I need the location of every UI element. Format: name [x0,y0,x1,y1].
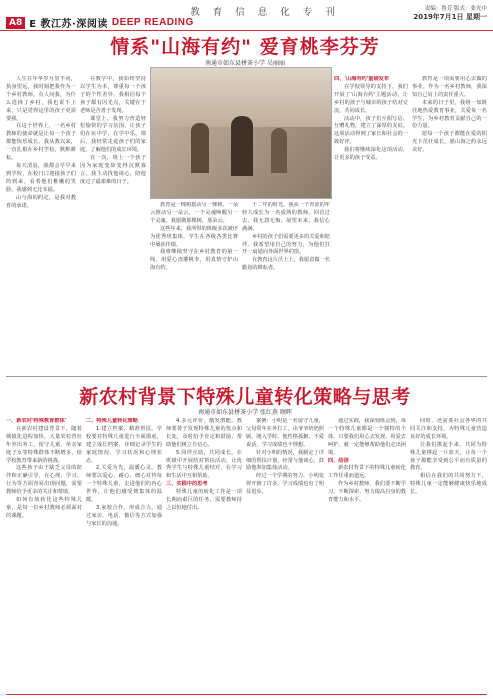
page-meta [413,5,487,21]
section-subhead: 二、特殊儿童转化策略 [86,418,138,424]
article-one-column-1 [6,76,76,372]
article-divider [6,376,487,377]
paragraph: 案例：小明是一名留守儿童，父母常年在外打工，由爷爷奶奶照顾。刚入学时，他性格孤僻，不爱说话，学习成绩也不理想。 [246,418,324,448]
paragraph: 山与海的约定，是我对教育的承诺。 [6,194,76,209]
paragraph: 在教学中，我始终坚持以学生为本，尊重每一个孩子的个性差异。我相信每个孩子都有闪光点，关键在于老师是否善于发现。 [80,76,146,114]
article-two-column-5 [328,418,406,692]
article-one-photo [150,67,332,199]
paragraph: 相信在我们的共同努力下，特殊儿童一定能够健康快乐地成长。 [410,473,487,496]
paragraph: 愿每一个孩子都能在爱的阳光下茁壮成长，愿山海之约永远美好。 [412,131,487,154]
paragraph: 这些年来，我所带的班级多次被评为优秀班集体，学生在各级各类比赛中屡获佳绩。 [150,225,238,248]
paragraph: 乡村的孩子们需要更多的关爱和陪伴。我希望用自己的努力，为他们打开一扇通向外面世界的窗。 [242,233,330,256]
paragraph: 特殊儿童的转化工作是一项长期而艰巨的任务，需要教师持之以恒地付出。 [166,489,242,511]
article-two-byline: 南通市如东县栟茶小学 张红燕 顾晖 [198,409,292,416]
publication-title: 教 育 信 息 化 专 刊 [190,7,340,18]
issue-date: 2019年7月1日 星期一 [413,13,487,21]
paragraph: 十二年的时光，我从一个青涩的年轻人成长为一名成熟的教师。回首过去，我无怨无悔；展望未来，我信心满满。 [242,202,330,232]
paragraph: 在学校领导的支持下，我们开展了'山海有约'主题活动，让乡村的孩子与城市的孩子结对交流，共同成长。 [334,83,408,114]
paragraph: 让我们携起手来，共同为特殊儿童撑起一片蓝天，让每一个孩子都能享受到公平而有质量的教育。 [410,441,487,472]
paragraph: 作为乡村教师，我们要不断学习、不断探索，努力提高自身的教育能力和水平。 [328,481,406,504]
footer-rule [6,694,487,695]
paragraph: 在新农村建设背景下，随着城镇化进程加快，大量农村青壮年外出务工，留守儿童、单亲家庭子女等特殊群体不断增多，给学校教育带来新的挑战。 [6,425,82,464]
article-one-column-6 [412,76,487,372]
paragraph: 1.建立档案，精准帮扶。学校要对特殊儿童进行全面摸底，建立成长档案，详细记录学生的家庭情况、学习状况和心理状态。 [86,425,162,464]
section-subhead: 四、结语 [328,457,349,464]
paragraph: 教育是一棵树摇动另一棵树，一朵云推动另一朵云，一个灵魂唤醒另一个灵魂。我愿做那棵树，那朵云。 [150,202,238,224]
paragraph: 4.多元评价，激发潜能。教师要善于发现特殊儿童的优点和长处，及时给予肯定和鼓励，帮助他们树立自信心。 [166,418,242,448]
page-number-badge: A8 [6,17,25,29]
article-two-column-6 [410,418,487,692]
paragraph: 针对小明的情况，我制定了详细的帮扶计划，经常与他谈心，鼓励他参加集体活动。 [246,449,324,472]
article-two-column-2 [86,418,162,692]
article-one-byline: 南通市如东县栟茶小学 吴丽丽 [205,60,285,67]
paragraph: 同时，还需要社会各界的共同关注和支持，为特殊儿童营造良好的成长环境。 [410,418,487,440]
article-one-column-4 [242,202,330,372]
article-one-column-5 [334,76,408,372]
article-two-column-3 [166,418,242,692]
paragraph: 2.关爱为先，温暖心灵。教师要以爱心、耐心、细心对待每一个特殊儿童，走进他们的内心世界，让他们感受到集体的温暖。 [86,465,162,504]
article-two-column-1 [6,418,82,692]
paragraph: 有一次，班上一个孩子因为家庭变故变得沉默寡言，我主动找他谈心，陪他度过了最艰难的日子。 [80,155,146,185]
paragraph: 我们将继续深化这项活动，让更多的孩子受益。 [334,147,408,162]
paragraph: 我将继续坚守在乡村教育的第一线，用爱心浇灌桃李，用真情守护山海有约。 [150,249,238,272]
paragraph: 新农村背景下的特殊儿童转化工作任重而道远。 [328,465,406,480]
paragraph: 未来的日子里，我将一如既往地热爱教育事业，关爱每一名学生，为乡村教育贡献自己的一份力量。 [412,99,487,130]
paragraph: 通过实践，我深刻体会到，每一个特殊儿童都是一个独特的个体，只要我们用心去发现、用爱去呵护，就一定能够帮助他们走出困境。 [328,418,406,456]
editor-line: 责编：鲁芳 版式：张光中 [424,6,487,12]
article-one-title: 情系"山海有约" 爱育桃李芬芳 [110,36,380,58]
paragraph: 3.家校合作，形成合力。通过家访、电话、微信等方式加强与家长的沟通。 [86,504,162,527]
section-subhead: 四、'山海有约'重磅发布 [334,76,390,82]
paragraph: 在教育这片沃土上，我愿意做一名勤恳的耕耘者。 [242,257,330,272]
paragraph: 课堂上，我努力营造轻松愉快的学习氛围，让孩子们在玩中学、在学中乐。课后，我经常走进孩子们的家庭，了解他们的成长环境。 [80,115,146,154]
article-two-column-4 [246,418,324,692]
section-subhead: 三、实践中的思考 [166,481,208,488]
article-one-column-3 [150,202,238,372]
paragraph: 5.同伴互助，共同成长。在班级中开展结对帮扶活动，让优秀学生与特殊儿童结对，在学习和生活中互相帮助。 [166,449,242,480]
paragraph: 教育是一项需要用心去做的事业。作为一名乡村教师，我深知自己肩上的责任重大。 [412,76,487,98]
paragraph: 人生在年华岁月里不同，执身望远，我时刻把我作为一个乡村教师。有人问我，为什么选择了乡村，我也说不上来，只是觉得这里的孩子更需要我。 [6,76,76,122]
paragraph: 活动中，孩子们互相写信、互赠礼物，建立了深厚的友谊。这项活动得到了家长和社会的一致好评。 [334,115,408,146]
paragraph: 如何有效转化这些特殊儿童，是每一位乡村教师必须面对的课题。 [6,497,82,519]
section-subhead: 一、新农村'特殊教育群体' [6,418,67,424]
section-name: E 教江苏·深阅读 [29,19,108,30]
paragraph: 每天清晨，我都会早早来到学校，在校门口迎接孩子们的到来。看着他们稚嫩的笑脸，我感到无比幸福。 [6,162,76,193]
masthead [0,0,493,31]
paragraph: 这些孩子由于缺乏父母的陪伴和正确引导，在心理、学习、行为等方面容易出现问题，需要教师给予更多的关注和帮助。 [6,465,82,496]
article-one-column-2 [80,76,146,372]
article-two-title: 新农村背景下特殊儿童转化策略与思考 [79,386,411,408]
paragraph: 在这个世界上，一名乡村教师的使命就是让每一个孩子都能快乐成长。我从教以来，一直扎根在乡村学校，默默耕耘。 [6,123,76,162]
section-english-name: DEEP READING [111,17,194,28]
paragraph: 经过一个学期的努力，小明变得开朗了许多，学习成绩也有了明显进步。 [246,473,324,496]
page-identifier [6,16,194,29]
